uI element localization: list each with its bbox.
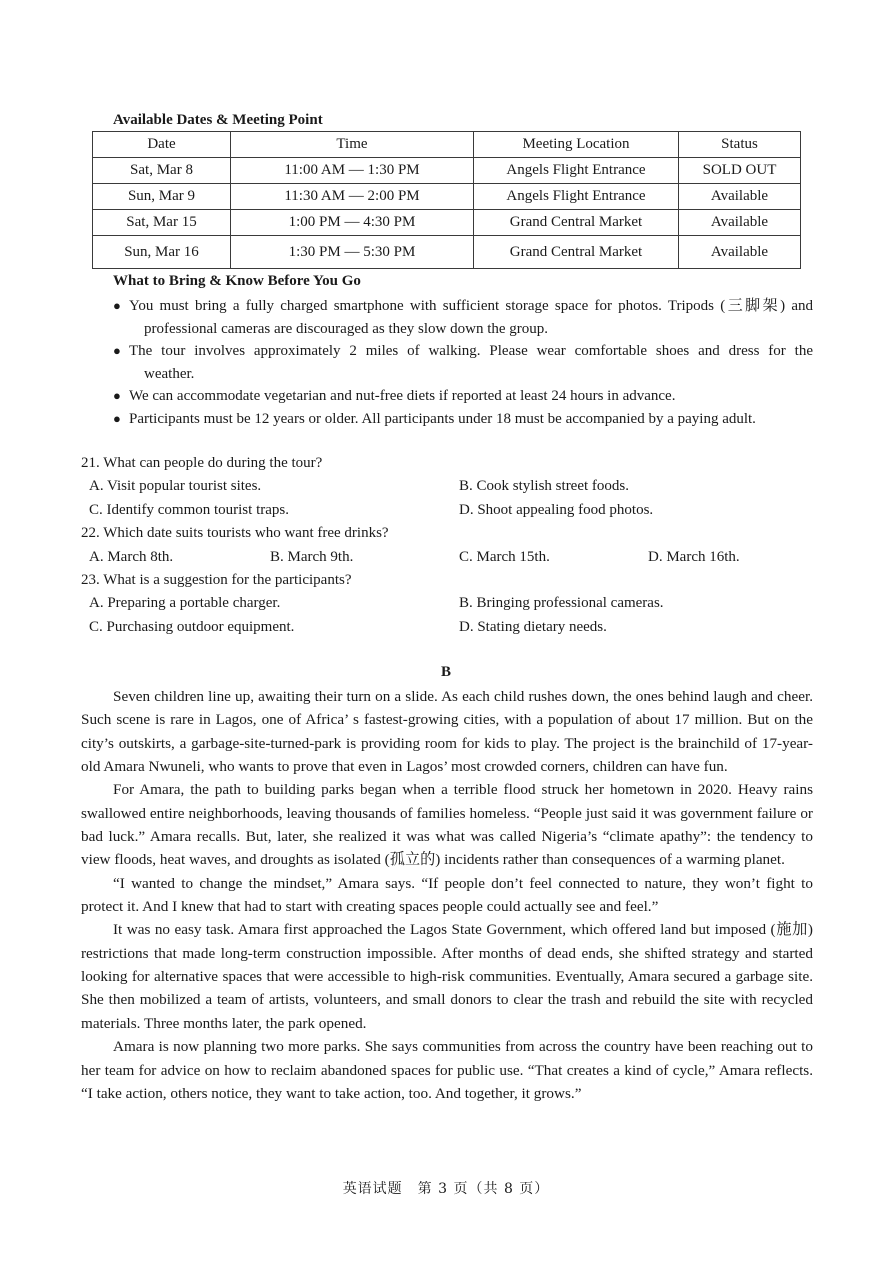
header-time: Time	[231, 132, 474, 158]
note-text-cont: weather.	[144, 365, 195, 382]
passage-heading: B	[440, 664, 451, 680]
cell-date: Sat, Mar 8	[93, 158, 231, 184]
option-b: B. March 9th.	[270, 548, 354, 565]
note-item	[113, 295, 813, 340]
option-c: C. Identify common tourist traps.	[89, 501, 289, 518]
option-b: B. Bringing professional cameras.	[459, 595, 664, 612]
cell-location: Angels Flight Entrance	[474, 184, 679, 210]
note-item	[113, 340, 813, 385]
note-item	[113, 408, 813, 431]
cell-time: 11:30 AM — 2:00 PM	[231, 184, 474, 210]
cell-date: Sun, Mar 9	[93, 184, 231, 210]
option-row	[81, 475, 821, 498]
bullet-icon: ●	[113, 298, 121, 313]
questions-block	[81, 452, 821, 639]
option-d: D. March 16th.	[648, 548, 740, 565]
table-header-row	[93, 132, 801, 158]
cell-date: Sun, Mar 16	[93, 236, 231, 269]
notes-list	[113, 295, 813, 430]
schedule-table	[92, 131, 801, 269]
cell-date: Sat, Mar 15	[93, 210, 231, 236]
question-stem: 21. What can people do during the tour?	[81, 455, 323, 471]
cell-status: Available	[679, 184, 801, 210]
cell-status: Available	[679, 236, 801, 269]
option-c: C. Purchasing outdoor equipment.	[89, 618, 295, 635]
notes-title: What to Bring & Know Before You Go	[113, 273, 361, 289]
paragraph: “I wanted to change the mindset,” Amara says. “If people don’t feel connected to nature, they won’t fight to protect it. And I knew that had to start with creating spaces people could actually see and feel.”	[81, 874, 813, 916]
page-footer: 英语试题 第 3 页（共 8 页）	[342, 1181, 550, 1197]
passage-body	[81, 685, 813, 1105]
cell-time: 11:00 AM — 1:30 PM	[231, 158, 474, 184]
cell-status: SOLD OUT	[679, 158, 801, 184]
table-row	[93, 158, 801, 184]
paragraph: Seven children line up, awaiting their turn on a slide. As each child rushes down, the ones behind laugh and cheer. Such scene is rare in Lagos, one of Africa’ s fastest-growing cities, with a population of about 17 million. But on the city’s outskirts, a garbage-site-turned-park is providing room for kids to play. The project is the brainchild of 17-year-old Amara Nwuneli, who wants to prove that even in Lagos’ most crowded corners, children can have fun.	[81, 688, 813, 776]
table-row	[93, 184, 801, 210]
cell-time: 1:30 PM — 5:30 PM	[231, 236, 474, 269]
option-a: A. Visit popular tourist sites.	[89, 478, 262, 495]
option-b: B. Cook stylish street foods.	[459, 478, 630, 495]
option-c: C. March 15th.	[459, 548, 550, 565]
question-stem: 23. What is a suggestion for the participants?	[81, 571, 352, 588]
cell-time: 1:00 PM — 4:30 PM	[231, 210, 474, 236]
cell-location: Grand Central Market	[474, 210, 679, 236]
note-text-cont: professional cameras are discouraged as they slow down the group.	[144, 320, 549, 337]
cell-location: Angels Flight Entrance	[474, 158, 679, 184]
option-d: D. Shoot appealing food photos.	[459, 501, 654, 518]
note-text: Participants must be 12 years or older. All participants under 18 must be accompanied by a paying adult.	[129, 410, 756, 427]
option-a: A. March 8th.	[89, 548, 174, 565]
option-row	[81, 499, 821, 522]
bullet-icon: ●	[113, 343, 121, 358]
note-item	[113, 385, 813, 408]
table-row	[93, 236, 801, 269]
bullet-icon: ●	[113, 410, 121, 426]
note-text: We can accommodate vegetarian and nut-free diets if reported at least 24 hours in advance.	[129, 388, 676, 404]
cell-location: Grand Central Market	[474, 236, 679, 269]
header-location: Meeting Location	[474, 132, 679, 158]
paragraph: Amara is now planning two more parks. She says communities from across the country have been reaching out to her team for advice on how to reclaim abandoned spaces for public use. “That creates a kind of cycle,” Amara reflects. “I take action, others notice, they want to take action, too. And together, it grows.”	[81, 1038, 813, 1102]
option-row	[81, 592, 821, 615]
header-status: Status	[679, 132, 801, 158]
cell-status: Available	[679, 210, 801, 236]
option-row	[81, 546, 821, 569]
paragraph: It was no easy task. Amara first approached the Lagos State Government, which offered land but imposed (施加) restrictions that made long-term construction impossible. After months of dead ends, she shifted strategy and started looking for alternative spaces that were accessible to high-risk communities. Eventually, Amara secured a garbage site. She then mobilized a team of artists, volunteers, and small donors to clear the trash and rebuild the site with recycled materials. Three months later, the park opened.	[81, 921, 813, 1032]
option-a: A. Preparing a portable charger.	[89, 595, 281, 612]
note-text: You must bring a fully charged smartphone with sufficient storage space for photos. Tripods (三脚架) and	[129, 298, 813, 314]
header-date: Date	[93, 132, 231, 158]
option-d: D. Stating dietary needs.	[459, 618, 607, 635]
option-row	[81, 616, 821, 639]
bullet-icon: ●	[113, 388, 121, 403]
question-stem: 22. Which date suits tourists who want free drinks?	[81, 525, 389, 542]
paragraph: For Amara, the path to building parks began when a terrible flood struck her hometown in 2020. Heavy rains swallowed entire neighborhoods, leaving thousands of families homeless. “People just said it was government failure or bad luck.” Amara recalls. But, later, she realized it was what was called Nigeria’s “climate apathy”: the tendency to view floods, heat waves, and droughts as isolated (孤立的) incidents rather than consequences of a warming planet.	[81, 781, 813, 869]
note-text: The tour involves approximately 2 miles of walking. Please wear comfortable shoes and dress for the	[129, 343, 813, 359]
table-row	[93, 210, 801, 236]
schedule-title: Available Dates & Meeting Point	[113, 112, 323, 128]
